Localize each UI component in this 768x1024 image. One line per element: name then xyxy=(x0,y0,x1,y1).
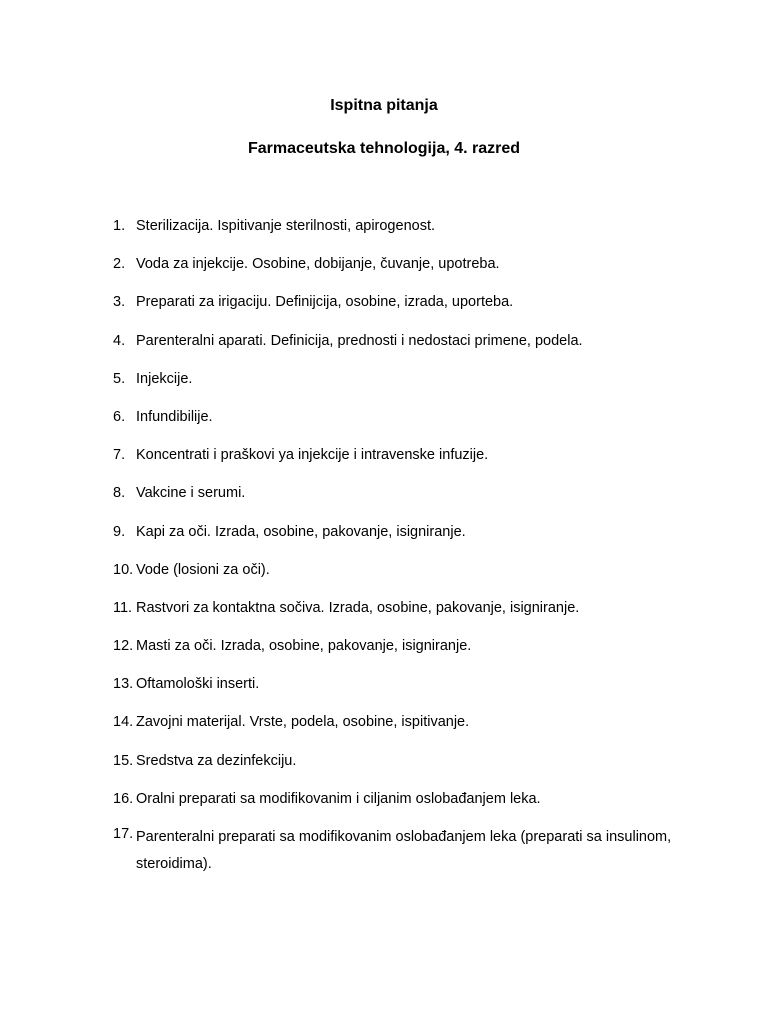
question-text: Voda za injekcije. Osobine, dobijanje, čuvanje, upotreba. xyxy=(136,256,500,273)
question-text: Vode (losioni za oči). xyxy=(136,561,270,578)
question-number: 3. xyxy=(113,294,126,311)
question-number: 11. xyxy=(113,599,133,616)
question-text: Zavojni materijal. Vrste, podela, osobine, ispitivanje. xyxy=(136,714,470,731)
question-number: 17. xyxy=(113,826,134,842)
list-item xyxy=(113,674,673,694)
question-text: Parenteralni preparati sa modifikovanim oslobađanjem leka (preparati sa insulinom, steroidima). xyxy=(136,829,672,872)
question-number: 9. xyxy=(113,523,126,540)
question-text: Parenteralni aparati. Definicija, prednosti i nedostaci primene, podela. xyxy=(136,332,583,349)
question-text: Injekcije. xyxy=(136,370,193,387)
list-item xyxy=(113,598,673,618)
list-item xyxy=(113,522,673,542)
question-text: Vakcine i serumi. xyxy=(136,485,246,502)
document-subtitle: Farmaceutska tehnologija, 4. razred xyxy=(247,140,521,157)
question-number: 8. xyxy=(113,485,126,502)
question-number: 14. xyxy=(113,714,134,731)
list-item xyxy=(113,369,673,389)
question-number: 2. xyxy=(113,256,126,273)
list-item xyxy=(113,483,673,503)
question-number: 4. xyxy=(113,332,126,349)
question-number: 5. xyxy=(113,370,126,387)
question-list xyxy=(113,216,673,896)
list-item xyxy=(113,331,673,351)
question-text: Oralni preparati sa modifikovanim i ciljanim oslobađanjem leka. xyxy=(136,790,541,807)
list-item xyxy=(113,254,673,274)
list-item xyxy=(113,824,673,878)
question-text: Rastvori za kontaktna sočiva. Izrada, osobine, pakovanje, isigniranje. xyxy=(136,599,580,616)
question-text: Kapi za oči. Izrada, osobine, pakovanje, isigniranje. xyxy=(136,523,466,540)
question-number: 13. xyxy=(113,676,134,693)
list-item xyxy=(113,216,673,236)
question-number: 7. xyxy=(113,447,126,464)
list-item xyxy=(113,407,673,427)
question-text: Koncentrati i praškovi ya injekcije i intravenske infuzije. xyxy=(136,447,489,464)
question-number: 15. xyxy=(113,752,134,769)
question-text: Oftamološki inserti. xyxy=(136,676,260,693)
list-item xyxy=(113,445,673,465)
list-item xyxy=(113,712,673,732)
list-item xyxy=(113,560,673,580)
question-text: Sredstva za dezinfekciju. xyxy=(136,752,297,769)
question-number: 16. xyxy=(113,790,134,807)
question-number: 1. xyxy=(113,218,126,234)
question-number: 10. xyxy=(113,561,134,578)
question-number: 12. xyxy=(113,638,134,655)
list-item xyxy=(113,751,673,771)
question-text: Preparati za irigaciju. Definijcija, osobine, izrada, uporteba. xyxy=(136,294,514,311)
question-text: Sterilizacija. Ispitivanje sterilnosti, apirogenost. xyxy=(136,218,435,234)
document-title: Ispitna pitanja xyxy=(330,97,438,114)
question-text: Infundibilije. xyxy=(136,408,213,425)
list-item xyxy=(113,789,673,809)
list-item xyxy=(113,292,673,312)
question-number: 6. xyxy=(113,408,126,425)
list-item xyxy=(113,636,673,656)
question-text: Masti za oči. Izrada, osobine, pakovanje, isigniranje. xyxy=(136,638,472,655)
